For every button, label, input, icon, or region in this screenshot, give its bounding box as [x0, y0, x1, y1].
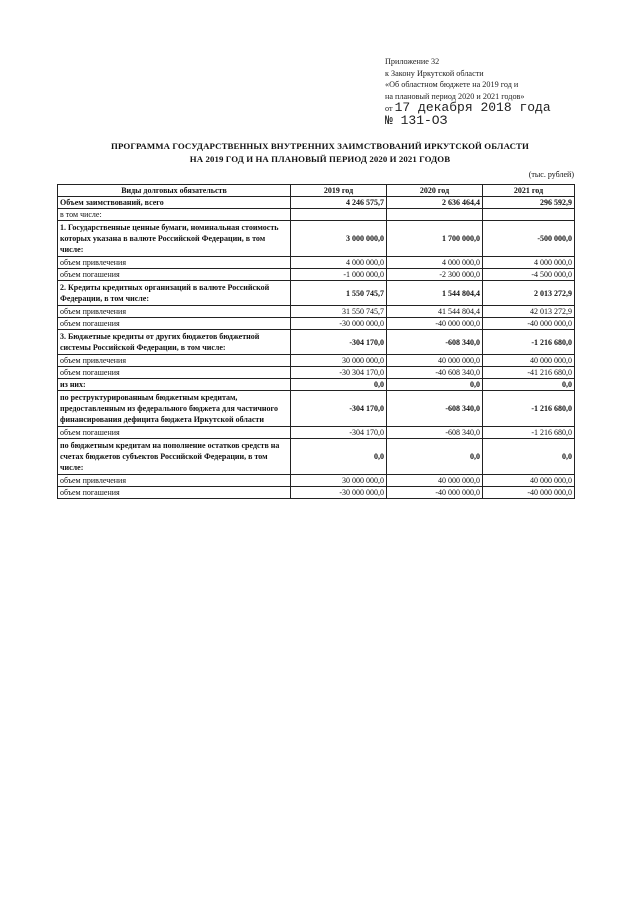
value-2019: -30 304 170,0 [291, 367, 387, 379]
value-2021: 0,0 [483, 379, 575, 391]
value-2020: -608 340,0 [387, 330, 483, 355]
header-2019: 2019 год [291, 185, 387, 197]
row-name: из них: [58, 379, 291, 391]
table-row [58, 475, 575, 487]
law-date: 17 декабря 2018 года [394, 100, 551, 115]
value-2021: -40 000 000,0 [483, 318, 575, 330]
value-2020 [387, 209, 483, 221]
value-2021: 40 000 000,0 [483, 475, 575, 487]
value-2019: 30 000 000,0 [291, 475, 387, 487]
appendix-line-4: на плановый период 2020 и 2021 годов» [385, 91, 525, 101]
table-row [58, 221, 575, 257]
row-name: по бюджетным кредитам на пополнение остатков средств на счетах бюджетов субъектов Российской Федерации, в том числе: [58, 439, 291, 475]
value-2019: 4 246 575,7 [291, 197, 387, 209]
table-header-row [58, 185, 575, 197]
table-row [58, 367, 575, 379]
appendix-line-1: Приложение 32 [385, 57, 440, 66]
value-2020: -40 000 000,0 [387, 487, 483, 499]
title-line-2: НА 2019 ГОД И НА ПЛАНОВЫЙ ПЕРИОД 2020 И 2021 ГОДОВ [189, 154, 451, 164]
table-row [58, 257, 575, 269]
table-row [58, 330, 575, 355]
appendix-line-3: «Об областном бюджете на 2019 год и [385, 80, 519, 89]
value-2020: 41 544 804,4 [387, 306, 483, 318]
row-name: объем привлечения [58, 306, 291, 318]
row-name: 3. Бюджетные кредиты от других бюджетов бюджетной системы Российской Федерации, в том числе: [58, 330, 291, 355]
value-2021: 2 013 272,9 [483, 281, 575, 306]
value-2019: 3 000 000,0 [291, 221, 387, 257]
table-body [58, 197, 575, 499]
value-2020: 40 000 000,0 [387, 355, 483, 367]
title-line-1: ПРОГРАММА ГОСУДАРСТВЕННЫХ ВНУТРЕННИХ ЗАИМСТВОВАНИЙ ИРКУТСКОЙ ОБЛАСТИ [111, 141, 529, 151]
borrowing-program-table [57, 184, 575, 499]
value-2019: -304 170,0 [291, 427, 387, 439]
row-name: объем погашения [58, 269, 291, 281]
value-2019: -30 000 000,0 [291, 318, 387, 330]
table-row [58, 197, 575, 209]
value-2019: 31 550 745,7 [291, 306, 387, 318]
value-2019: 0,0 [291, 439, 387, 475]
row-name: в том числе: [58, 209, 291, 221]
value-2020: 0,0 [387, 379, 483, 391]
table-row [58, 439, 575, 475]
value-2019: -304 170,0 [291, 391, 387, 427]
value-2019 [291, 209, 387, 221]
value-2021: 296 592,9 [483, 197, 575, 209]
value-2020: -608 340,0 [387, 427, 483, 439]
table-row [58, 269, 575, 281]
row-name: объем привлечения [58, 475, 291, 487]
value-2019: 30 000 000,0 [291, 355, 387, 367]
table-row [58, 318, 575, 330]
row-name: объем погашения [58, 427, 291, 439]
row-name: 2. Кредиты кредитных организаций в валюте Российской Федерации, в том числе: [58, 281, 291, 306]
row-name: объем погашения [58, 367, 291, 379]
value-2021 [483, 209, 575, 221]
value-2020: 1 700 000,0 [387, 221, 483, 257]
row-name: объем привлечения [58, 355, 291, 367]
value-2020: -2 300 000,0 [387, 269, 483, 281]
table-row [58, 391, 575, 427]
value-2021: -1 216 680,0 [483, 391, 575, 427]
value-2021: -1 216 680,0 [483, 330, 575, 355]
row-name: объем погашения [58, 318, 291, 330]
header-debt-type: Виды долговых обязательств [58, 185, 291, 197]
value-2019: -30 000 000,0 [291, 487, 387, 499]
table-row [58, 379, 575, 391]
row-name: по реструктурированным бюджетным кредитам, предоставленным из федерального бюджета для частичного финансирования дефицита бюджета Иркутской области [58, 391, 291, 427]
value-2021: -41 216 680,0 [483, 367, 575, 379]
row-name: объем погашения [58, 487, 291, 499]
value-2021: -4 500 000,0 [483, 269, 575, 281]
header-2020: 2020 год [387, 185, 483, 197]
value-2021: 0,0 [483, 439, 575, 475]
header-2021: 2021 год [483, 185, 575, 197]
value-2021: 4 000 000,0 [483, 257, 575, 269]
value-2021: -40 000 000,0 [483, 487, 575, 499]
value-2020: -608 340,0 [387, 391, 483, 427]
value-2019: 4 000 000,0 [291, 257, 387, 269]
value-2020: 2 636 464,4 [387, 197, 483, 209]
units-label: (тыс. рублей) [528, 170, 574, 179]
row-name: 1. Государственные ценные бумаги, номинальная стоимость которых указана в валюте Российской Федерации, в том числе: [58, 221, 291, 257]
table-row [58, 355, 575, 367]
value-2019: 0,0 [291, 379, 387, 391]
law-number: № 131-ОЗ [385, 112, 448, 128]
value-2021: -1 216 680,0 [483, 427, 575, 439]
value-2021: 40 000 000,0 [483, 355, 575, 367]
table-row [58, 209, 575, 221]
value-2021: 42 013 272,9 [483, 306, 575, 318]
appendix-line-2: к Закону Иркутской области [385, 68, 484, 78]
value-2020: 1 544 804,4 [387, 281, 483, 306]
table-row [58, 281, 575, 306]
row-name: Объем заимствований, всего [58, 197, 291, 209]
value-2020: 0,0 [387, 439, 483, 475]
value-2020: -40 000 000,0 [387, 318, 483, 330]
table-row [58, 487, 575, 499]
value-2021: -500 000,0 [483, 221, 575, 257]
value-2019: -1 000 000,0 [291, 269, 387, 281]
document-title [60, 140, 580, 166]
value-2019: 1 550 745,7 [291, 281, 387, 306]
appendix-header [385, 56, 625, 127]
value-2019: -304 170,0 [291, 330, 387, 355]
date-prefix: от [385, 104, 393, 113]
row-name: объем привлечения [58, 257, 291, 269]
table-row [58, 306, 575, 318]
table-row [58, 427, 575, 439]
value-2020: -40 608 340,0 [387, 367, 483, 379]
value-2020: 40 000 000,0 [387, 475, 483, 487]
value-2020: 4 000 000,0 [387, 257, 483, 269]
